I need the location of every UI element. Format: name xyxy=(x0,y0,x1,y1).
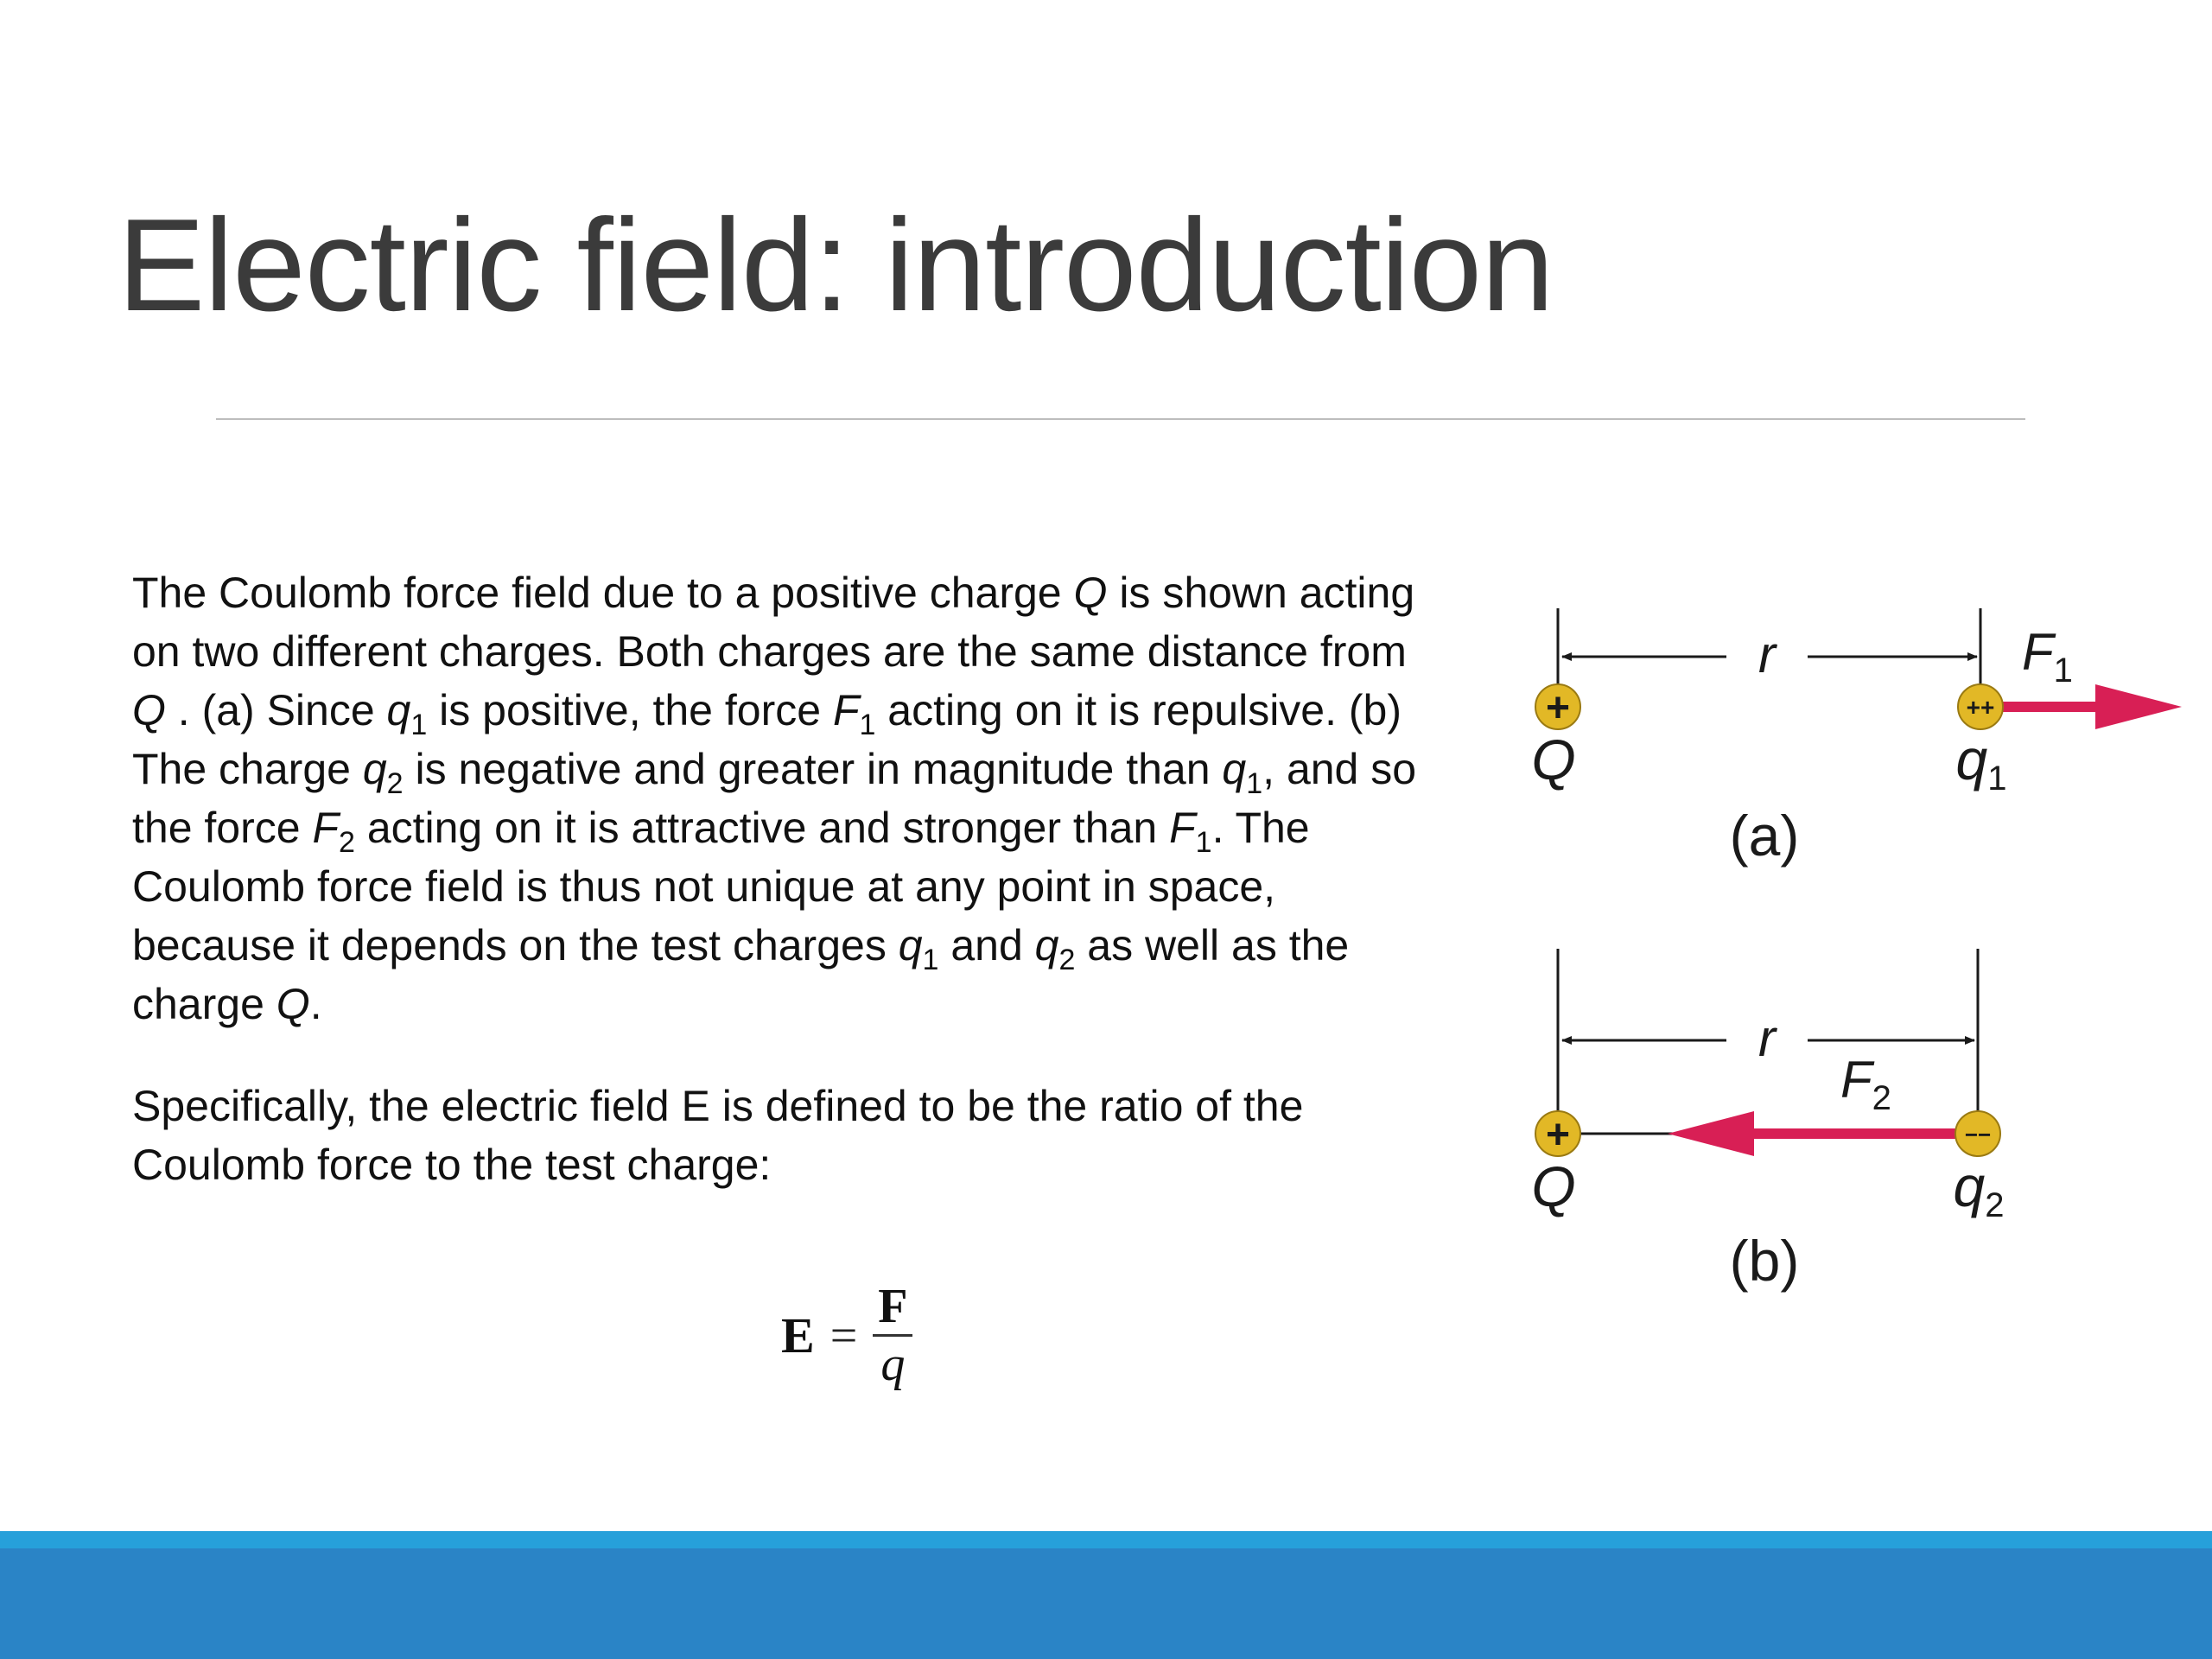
text-run: . (a) Since xyxy=(165,686,387,734)
text-run: . The Coulomb force field is thus not unique at any point in space, because it depends on the test charges xyxy=(132,804,1310,969)
subscript: 2 xyxy=(339,826,355,859)
force-label-f2: $F_2$ xyxy=(1840,1051,1891,1117)
panel-a xyxy=(1531,608,2182,868)
panel-caption: (b) xyxy=(1729,1229,1800,1293)
paragraph-field-definition xyxy=(132,1077,1446,1194)
force-arrowhead-f2 xyxy=(1668,1111,1754,1156)
var-F: F xyxy=(832,686,860,734)
text-run: , and so the force xyxy=(132,745,1417,852)
text-run: is defined to be the ratio of the Coulomb force to the test charge: xyxy=(132,1082,1304,1189)
distance-label: r xyxy=(1758,1009,1776,1067)
var-E: E xyxy=(681,1082,710,1130)
fraction-numerator: F xyxy=(878,1280,908,1333)
text-run: acting on it is repulsive. (b) The charge xyxy=(132,686,1402,793)
force-diagram xyxy=(1503,596,2195,1339)
test-charge-label: q2 xyxy=(1953,1154,2005,1224)
coulomb-force-figure xyxy=(1503,596,2195,1339)
distance-label: r xyxy=(1758,626,1776,683)
var-Q: Q xyxy=(276,980,310,1028)
var-F: F xyxy=(1169,804,1196,852)
var-q: q xyxy=(1034,921,1059,969)
charge-sign: ++ xyxy=(1966,694,1995,721)
text-run: as well as the charge xyxy=(132,921,1350,1028)
text-run: The Coulomb force field due to a positive charge xyxy=(132,569,1074,617)
field-equation xyxy=(781,1279,913,1392)
text-run: is negative and greater in magnitude than xyxy=(403,745,1223,793)
footer-bar xyxy=(0,1548,2212,1659)
text-run: is positive, the force xyxy=(427,686,833,734)
var-F: F xyxy=(312,804,339,852)
subscript: 1 xyxy=(1246,767,1263,800)
source-charge-label: Q xyxy=(1531,1154,1576,1218)
subscript: 2 xyxy=(386,767,404,800)
subscript: 1 xyxy=(859,709,876,741)
subscript: 1 xyxy=(922,944,939,976)
slide-title: Electric field: introduction xyxy=(118,192,1554,339)
subscript: 1 xyxy=(410,709,428,741)
charge-sign: + xyxy=(1545,685,1571,731)
text-run: is shown acting on two different charges. Both charges are the same distance from xyxy=(132,569,1415,676)
text-run: Specifically, the electric field xyxy=(132,1082,682,1130)
subscript: 2 xyxy=(1058,944,1076,976)
panel-b xyxy=(1531,949,2004,1293)
text-run: . xyxy=(309,980,322,1028)
var-q: q xyxy=(898,921,923,969)
fraction xyxy=(873,1279,912,1392)
footer-accent-bar xyxy=(0,1531,2212,1548)
test-charge-label: q1 xyxy=(1955,728,2007,798)
text-run: acting on it is attractive and stronger than xyxy=(354,804,1170,852)
text-run: and xyxy=(938,921,1035,969)
var-Q: Q xyxy=(1073,569,1108,617)
var-q: q xyxy=(1222,745,1247,793)
fraction-denominator: q xyxy=(880,1338,906,1391)
var-q: q xyxy=(386,686,411,734)
body-text xyxy=(132,563,1446,1194)
panel-caption: (a) xyxy=(1729,804,1800,868)
var-q: q xyxy=(362,745,387,793)
source-charge-label: Q xyxy=(1531,728,1576,791)
force-label-f1: $F_1$ xyxy=(2022,623,2073,690)
equals-sign: = xyxy=(830,1308,858,1363)
paragraph-coulomb-field xyxy=(132,563,1446,1033)
force-arrowhead-f1 xyxy=(2095,684,2182,729)
equation-lhs: E xyxy=(781,1307,815,1363)
title-divider xyxy=(216,418,2025,420)
var-Q: Q xyxy=(132,686,166,734)
charge-sign: + xyxy=(1545,1112,1571,1158)
charge-sign: −− xyxy=(1964,1122,1992,1147)
subscript: 1 xyxy=(1195,826,1212,859)
